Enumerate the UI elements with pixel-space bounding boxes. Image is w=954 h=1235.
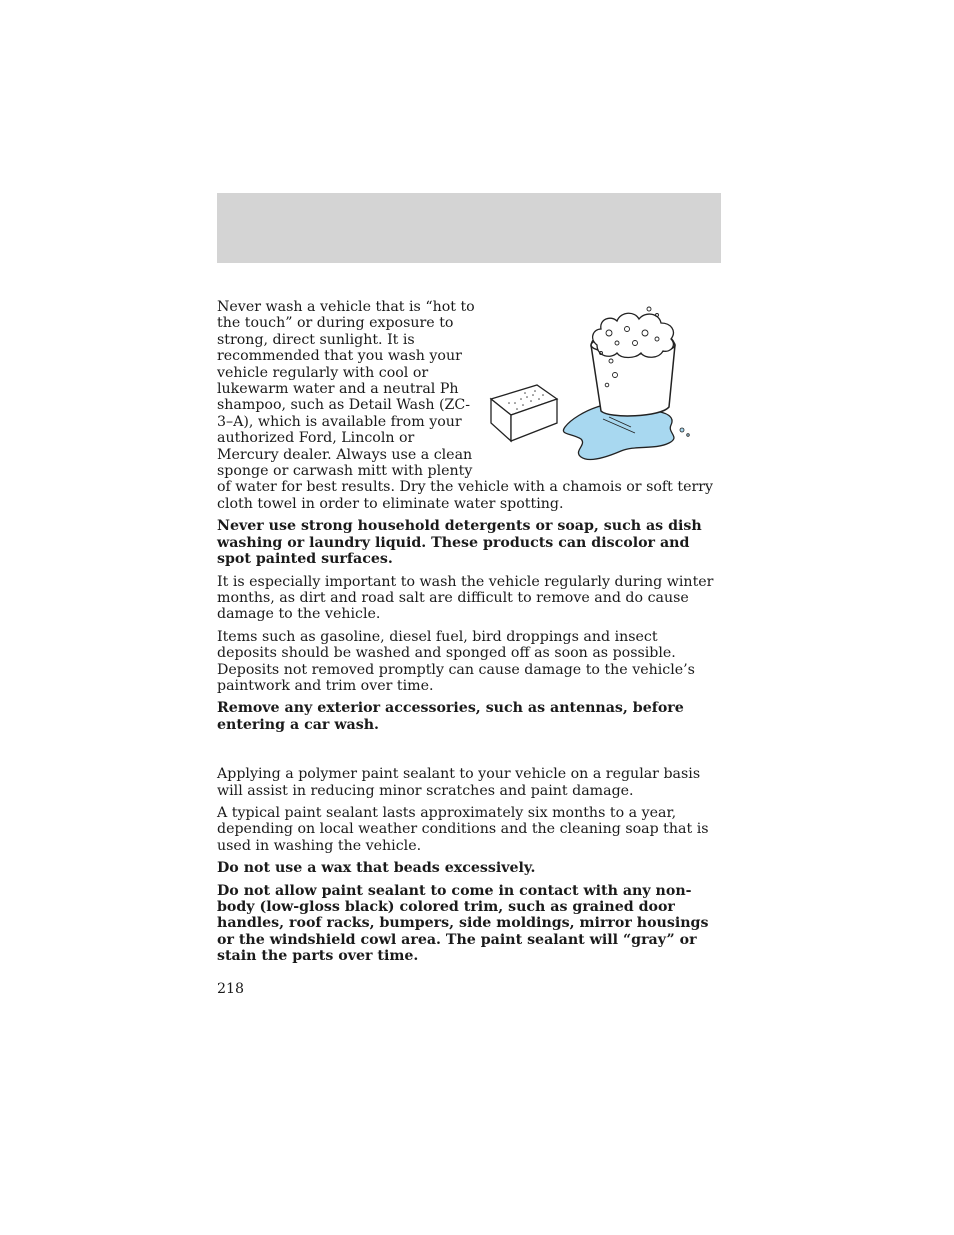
wash-paragraph-1: Never wash a vehicle that is “hot to the touch” or during exposure to strong, direct sunlight. It is recommended that you wash your vehicle regularly with cool or lukewarm water and a neutral Ph shampoo, such as Detail Wash (ZC-3–A), which is available from your authorized Ford, Lincoln or Mercury dealer. Always use a clean sponge or carwash mitt with plenty of water for best results. Dry the vehicle with a chamois or soft terry cloth towel in order to eliminate water spotting.: [217, 299, 714, 512]
bucket-sponge-figure: [485, 299, 725, 473]
wax-warning: Do not use a wax that beads excessively.: [217, 860, 536, 877]
section-gap: [217, 739, 721, 766]
trim-warning: Do not allow paint sealant to come in contact with any non-body (low-gloss black) colored trim, such as grained door handles, roof racks, bumpers, side moldings, mirror housings or the windshield cowl area. The paint sealant will “gray” or stain the parts over time.: [217, 882, 709, 965]
detergent-warning: Never use strong household detergents or soap, such as dish washing or laundry liquid. These products can discolor and spot painted surfaces.: [217, 518, 702, 568]
bucket-sponge-icon: [485, 299, 725, 473]
wash-paragraph-deposits: Items such as gasoline, diesel fuel, bird droppings and insect deposits should be washed and sponged off as soon as possible. Deposits not removed promptly can cause damage to the vehicle’s paintwork and trim over time.: [217, 628, 695, 694]
accessories-warning: Remove any exterior accessories, such as antennas, before entering a car wash.: [217, 700, 684, 733]
section-header-band: [217, 193, 721, 263]
sealant-paragraph-1: Applying a polymer paint sealant to your vehicle on a regular basis will assist in reducing minor scratches and paint damage.: [217, 766, 701, 799]
wash-paragraph-winter: It is especially important to wash the vehicle regularly during winter months, as dirt and road salt are difficult to remove and do cause damage to the vehicle.: [217, 573, 714, 623]
page-content: [217, 299, 721, 971]
page-number: 218: [217, 981, 245, 997]
sealant-paragraph-2: A typical paint sealant lasts approximately six months to a year, depending on local weather conditions and the cleaning soap that is used in washing the vehicle.: [217, 804, 709, 854]
